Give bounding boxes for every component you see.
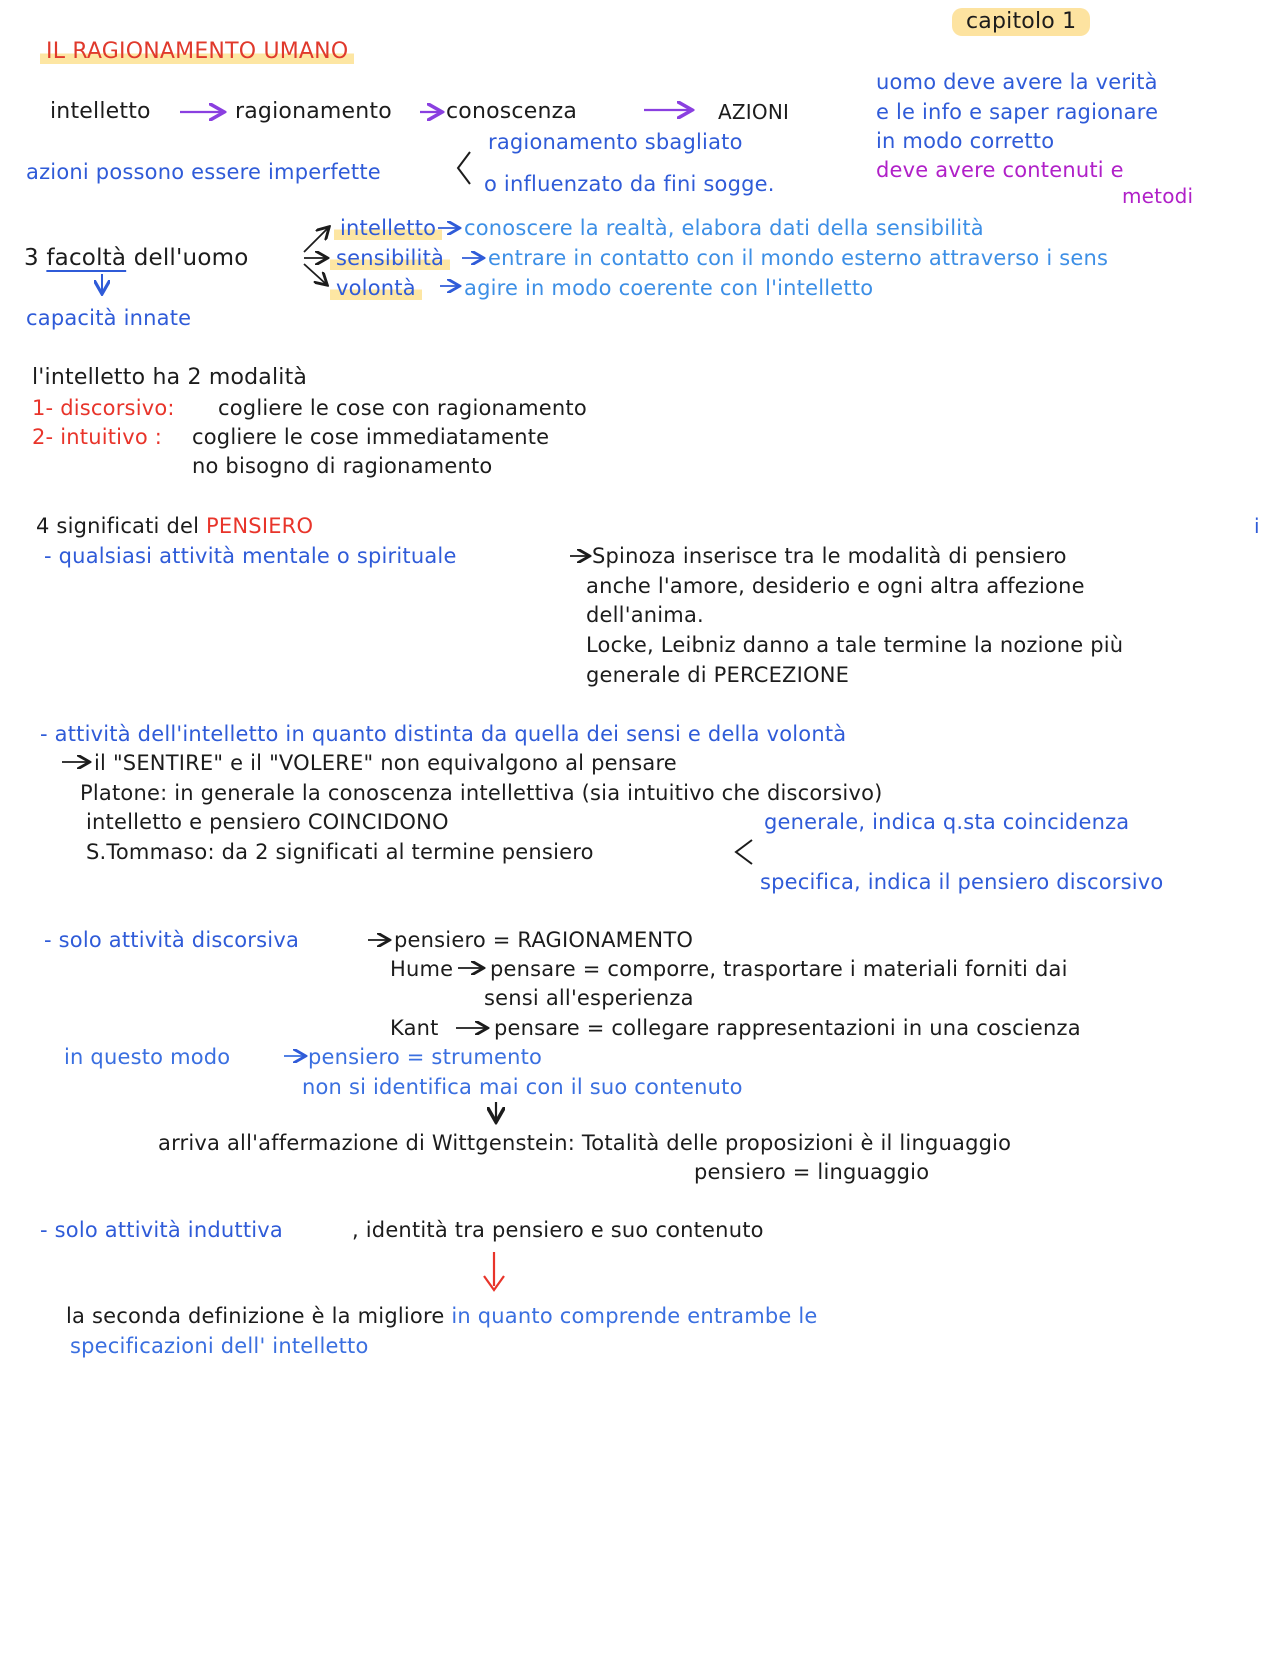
s3-witt-line1: arriva all'affermazione di Wittgenstein: Totalità delle proposizioni è il linguaggio <box>158 1131 1012 1155</box>
right-note-line3: in modo corretto <box>876 129 1055 153</box>
conclusion-blue2: specificazioni dell' intelletto <box>70 1334 369 1358</box>
s1-line-4: Locke, Leibniz danno a tale termine la nozione più <box>586 633 1124 657</box>
margin-mark: i <box>1254 514 1260 538</box>
chain-azioni: AZIONI <box>718 100 790 124</box>
s3-modo-b: pensiero = strumento <box>308 1045 543 1069</box>
facolta-desc-intelletto: conoscere la realtà, elabora dati della sensibilità <box>464 216 984 240</box>
azioni-branch-2: o influenzato da fini sogge. <box>484 172 775 196</box>
s3-modo-line2: non si identifica mai con il suo contenuto <box>302 1075 743 1099</box>
arrow-icon <box>304 228 328 252</box>
azioni-note-left: azioni possono essere imperfette <box>26 160 381 184</box>
significati-head-word: PENSIERO <box>206 514 314 538</box>
s1-label: - qualsiasi attività mentale o spirituale <box>44 544 457 568</box>
conclusion-dark: la seconda definizione è la migliore <box>66 1304 445 1328</box>
s2-branch-1: generale, indica q.sta coincidenza <box>764 810 1130 834</box>
facolta-head <box>24 244 248 272</box>
s2-line-2: Platone: in generale la conoscenza intellettiva (sia intuitivo che discorsivo) <box>80 781 883 805</box>
modalita-head: l'intelletto ha 2 modalità <box>32 365 308 390</box>
facolta-innate: capacità innate <box>26 306 192 330</box>
s3-kant-label: Kant <box>390 1016 439 1040</box>
facolta-desc-volonta: agire in modo coerente con l'intelletto <box>464 276 874 300</box>
s1-line-2: anche l'amore, desiderio e ogni altra affezione <box>586 574 1085 598</box>
s3-kant-text: pensare = collegare rappresentazioni in una coscienza <box>494 1016 1081 1040</box>
azioni-branch-1: ragionamento sbagliato <box>488 130 743 154</box>
facolta-item-intelletto: intelletto <box>334 214 442 242</box>
facolta-head-word: facoltà <box>46 245 127 271</box>
arrow-icon <box>304 264 326 284</box>
modalita-2-text: cogliere le cose immediatamente <box>192 425 550 449</box>
s2-line-4: S.Tommaso: da 2 significati al termine pensiero <box>86 840 594 864</box>
page-title: IL RAGIONAMENTO UMANO <box>40 38 354 66</box>
chain-conoscenza: conoscenza <box>446 99 578 124</box>
s3-hume-label: Hume <box>390 957 454 981</box>
facolta-item-sensibilita: sensibilità <box>330 244 450 272</box>
significati-head-prefix: 4 significati del <box>36 514 200 538</box>
s2-line-3: intelletto e pensiero COINCIDONO <box>86 810 449 834</box>
s1-line-5: generale di PERCEZIONE <box>586 663 850 687</box>
s3-modo-a: in questo modo <box>64 1045 231 1069</box>
s2-line-1: il "SENTIRE" e il "VOLERE" non equivalgono al pensare <box>94 751 677 775</box>
s3-hume-text2: sensi all'esperienza <box>484 986 694 1010</box>
modalita-2-label: 2- intuitivo : <box>32 425 163 449</box>
chapter-label: capitolo 1 <box>952 8 1090 36</box>
s4-text: , identità tra pensiero e suo contenuto <box>352 1218 764 1242</box>
s4-label: - solo attività induttiva <box>40 1218 283 1242</box>
bracket-icon <box>458 152 470 184</box>
s1-line-3: dell'anima. <box>586 603 704 627</box>
chain-ragionamento: ragionamento <box>235 99 392 124</box>
s1-line-1: Spinoza inserisce tra le modalità di pensiero <box>592 544 1067 568</box>
bracket-icon <box>736 840 752 864</box>
modalita-1-label: 1- discorsivo: <box>32 396 175 420</box>
right-note-line4: deve avere contenuti e <box>876 158 1124 182</box>
significati-head <box>36 512 313 540</box>
right-note-line5: metodi <box>1122 184 1194 208</box>
s2-branch-2: specifica, indica il pensiero discorsivo <box>760 870 1164 894</box>
chain-intelletto: intelletto <box>50 99 151 124</box>
conclusion <box>66 1302 818 1330</box>
s3-witt-line2: pensiero = linguaggio <box>694 1160 930 1184</box>
facolta-desc-sensibilita: entrare in contatto con il mondo esterno attraverso i sens <box>488 246 1109 270</box>
modalita-1-text: cogliere le cose con ragionamento <box>218 396 587 420</box>
arrow-head-icon <box>484 1276 504 1290</box>
conclusion-blue1: in quanto comprende entrambe le <box>451 1304 818 1328</box>
facolta-head-suffix: dell'uomo <box>133 245 249 271</box>
facolta-head-prefix: 3 <box>24 245 39 271</box>
s2-label: - attività dell'intelletto in quanto distinta da quella dei sensi e della volontà <box>40 722 847 746</box>
s3-label: - solo attività discorsiva <box>44 928 300 952</box>
s3-hume-text: pensare = comporre, trasportare i materiali forniti dai <box>490 957 1068 981</box>
right-note-line1: uomo deve avere la verità <box>876 70 1158 94</box>
right-note-line2: e le info e saper ragionare <box>876 100 1159 124</box>
modalita-2-text2: no bisogno di ragionamento <box>192 454 493 478</box>
facolta-item-volonta: volontà <box>330 274 422 302</box>
s3-arrow-text: pensiero = RAGIONAMENTO <box>394 928 694 952</box>
